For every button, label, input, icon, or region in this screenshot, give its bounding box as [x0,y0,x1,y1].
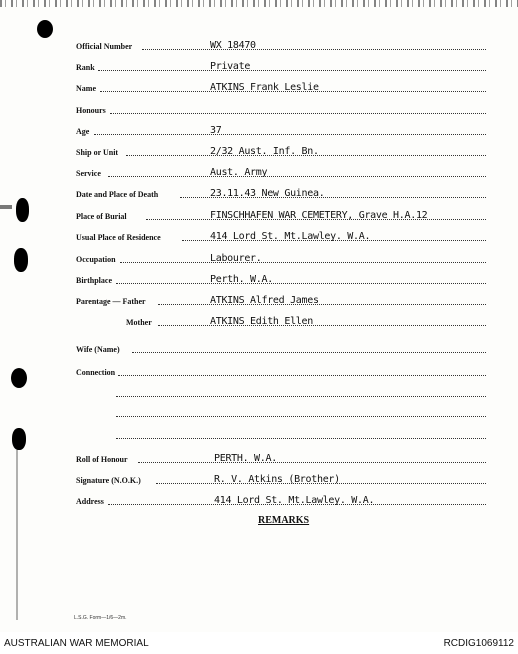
row-wife [76,341,486,355]
label-address: Address [76,497,104,506]
punch-hole-bottom [12,428,26,450]
label-signature: Signature (N.O.K.) [76,476,141,485]
punch-hole-mid-1 [16,198,29,222]
value-mother: ATKINS Edith Ellen [210,316,313,327]
scan-streak [16,450,18,620]
value-rank: Private [210,61,251,72]
footer-institution: AUSTRALIAN WAR MEMORIAL [4,638,149,649]
connection-line-3 [76,405,486,419]
value-age: 37 [210,125,222,136]
row-service [76,165,486,179]
value-roll-of-honour: PERTH. W.A. [214,453,277,464]
value-birthplace: Perth. W.A. [210,274,273,285]
value-occupation: Labourer. [210,253,262,264]
punch-hole-mid-2 [14,248,28,272]
label-name: Name [76,84,96,93]
value-name: ATKINS Frank Leslie [210,82,319,93]
punch-hole-lower [11,368,27,388]
label-father: Parentage — Father [76,297,146,306]
value-burial: FINSCHHAFEN WAR CEMETERY, Grave H.A.12 [210,210,428,221]
value-residence: 414 Lord St. Mt.Lawley. W.A. [210,231,371,242]
row-connection [76,364,486,378]
value-ship-or-unit: 2/32 Aust. Inf. Bn. [210,146,319,157]
label-age: Age [76,127,90,136]
row-mother [76,314,486,328]
row-occupation [76,251,486,265]
label-burial: Place of Burial [76,212,127,221]
connection-line-2 [76,385,486,399]
row-address [76,493,486,507]
form-number: L.S.G. Form—1/6—2m. [74,615,127,621]
label-occupation: Occupation [76,255,116,264]
label-ship-or-unit: Ship or Unit [76,148,119,157]
footer-record-id: RCDIG1069112 [443,638,514,649]
label-roll-of-honour: Roll of Honour [76,455,128,464]
row-official-number [76,38,486,52]
label-official-number: Official Number [76,42,133,51]
row-residence [76,229,486,243]
label-mother: Mother [126,318,152,327]
label-birthplace: Birthplace [76,276,112,285]
label-service: Service [76,169,101,178]
label-honours: Honours [76,106,106,115]
value-official-number: WX 18470 [210,40,256,51]
connection-line-4 [76,427,486,441]
row-death [76,186,486,200]
row-rank [76,59,486,73]
label-wife: Wife (Name) [76,345,120,354]
value-address: 414 Lord St. Mt.Lawley. W.A. [214,495,375,506]
value-father: ATKINS Alfred James [210,295,319,306]
value-signature: R. V. Atkins (Brother) [214,474,340,485]
scan-smudge [0,205,12,209]
label-residence: Usual Place of Residence [76,233,161,242]
label-death: Date and Place of Death [76,190,159,199]
row-signature [76,472,486,486]
row-burial [76,208,486,222]
row-roll-of-honour [76,451,486,465]
scan-edge-noise [0,0,518,7]
value-service: Aust. Army [210,167,268,178]
label-rank: Rank [76,63,95,72]
row-ship-or-unit [76,144,486,158]
row-honours [76,102,486,116]
value-death: 23.11.43 New Guinea. [210,188,325,199]
remarks-heading: REMARKS [258,515,310,526]
row-age [76,123,486,137]
label-connection: Connection [76,368,116,377]
row-name [76,80,486,94]
row-father [76,293,486,307]
punch-hole-top [37,20,53,38]
row-birthplace [76,272,486,286]
